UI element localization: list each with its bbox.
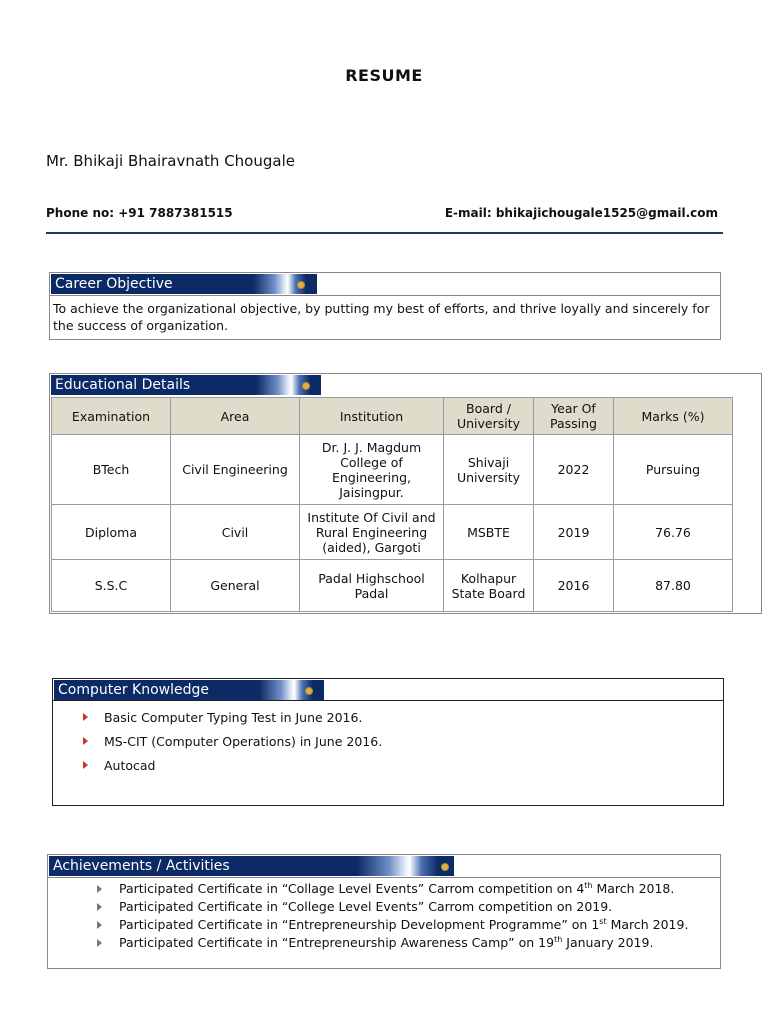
career-objective-section: [49, 272, 721, 340]
table-header-row: [52, 398, 733, 435]
section-divider: [48, 877, 720, 878]
column-header: Institution: [300, 398, 444, 435]
list-item-text: Basic Computer Typing Test in June 2016.: [104, 710, 363, 725]
table-row: [52, 505, 733, 560]
table-cell: Pursuing: [614, 435, 733, 505]
computer-skills-list: [83, 710, 703, 782]
table-cell: Institute Of Civil and Rural Engineering (aided), Gargoti: [300, 505, 444, 560]
bullet-orb-icon: [302, 382, 310, 390]
table-cell: General: [171, 560, 300, 612]
column-header: Board / University: [444, 398, 534, 435]
table-cell: 76.76: [614, 505, 733, 560]
phone-number: Phone no: +91 7887381515: [46, 206, 233, 220]
table-cell: Dr. J. J. Magdum College of Engineering, Jaisingpur.: [300, 435, 444, 505]
column-header: Examination: [52, 398, 171, 435]
resume-title: RESUME: [345, 66, 423, 85]
triangle-bullet-icon: [83, 761, 88, 769]
list-item-text: MS-CIT (Computer Operations) in June 2016.: [104, 734, 383, 749]
bullet-orb-icon: [305, 687, 313, 695]
section-heading: Achievements / Activities: [49, 856, 454, 876]
list-item: [83, 734, 703, 758]
educational-details-section: [49, 373, 762, 614]
list-item: [83, 758, 703, 782]
list-item: [97, 881, 717, 899]
table-cell: 2022: [534, 435, 614, 505]
computer-knowledge-section: [52, 678, 724, 806]
section-heading: Career Objective: [51, 274, 317, 294]
achievements-list: [97, 881, 717, 953]
table-cell: 2016: [534, 560, 614, 612]
table-cell: Padal Highschool Padal: [300, 560, 444, 612]
column-header: Year Of Passing: [534, 398, 614, 435]
list-item: [97, 917, 717, 935]
table-cell: 2019: [534, 505, 614, 560]
header-divider: [46, 232, 723, 234]
list-item-text: Participated Certificate in “College Level Events” Carrom competition on 2019.: [119, 899, 613, 915]
table-cell: BTech: [52, 435, 171, 505]
education-table: [51, 397, 733, 612]
list-item: [83, 710, 703, 734]
table-cell: MSBTE: [444, 505, 534, 560]
table-cell: Civil Engineering: [171, 435, 300, 505]
triangle-bullet-icon: [97, 885, 102, 893]
column-header: Area: [171, 398, 300, 435]
triangle-bullet-icon: [97, 903, 102, 911]
table-cell: Kolhapur State Board: [444, 560, 534, 612]
list-item-text: Autocad: [104, 758, 156, 773]
table-cell: 87.80: [614, 560, 733, 612]
table-row: [52, 560, 733, 612]
list-item-text: Participated Certificate in “Collage Level Events” Carrom competition on 4th March 2018.: [119, 881, 675, 897]
list-item-text: Participated Certificate in “Entrepreneurship Development Programme” on 1st March 2019.: [119, 917, 689, 933]
table-cell: Shivaji University: [444, 435, 534, 505]
triangle-bullet-icon: [97, 921, 102, 929]
email-address: E-mail: bhikajichougale1525@gmail.com: [444, 206, 718, 220]
table-cell: S.S.C: [52, 560, 171, 612]
table-cell: Diploma: [52, 505, 171, 560]
table-cell: Civil: [171, 505, 300, 560]
list-item-text: Participated Certificate in “Entrepreneurship Awareness Camp” on 19th January 2019.: [119, 935, 654, 951]
triangle-bullet-icon: [83, 713, 88, 721]
bullet-orb-icon: [441, 863, 449, 871]
section-divider: [53, 700, 723, 701]
triangle-bullet-icon: [83, 737, 88, 745]
career-objective-text: To achieve the organizational objective, by putting my best of efforts, and thrive loyally and sincerely for the success of organization.: [53, 301, 710, 333]
list-item: [97, 899, 717, 917]
section-heading: Educational Details: [51, 375, 321, 395]
bullet-orb-icon: [297, 281, 305, 289]
section-heading: Computer Knowledge: [54, 680, 324, 700]
achievements-section: [47, 854, 721, 969]
triangle-bullet-icon: [97, 939, 102, 947]
table-row: [52, 435, 733, 505]
list-item: [97, 935, 717, 953]
candidate-name: Mr. Bhikaji Bhairavnath Chougale: [46, 152, 295, 170]
column-header: Marks (%): [614, 398, 733, 435]
section-divider: [50, 295, 720, 296]
